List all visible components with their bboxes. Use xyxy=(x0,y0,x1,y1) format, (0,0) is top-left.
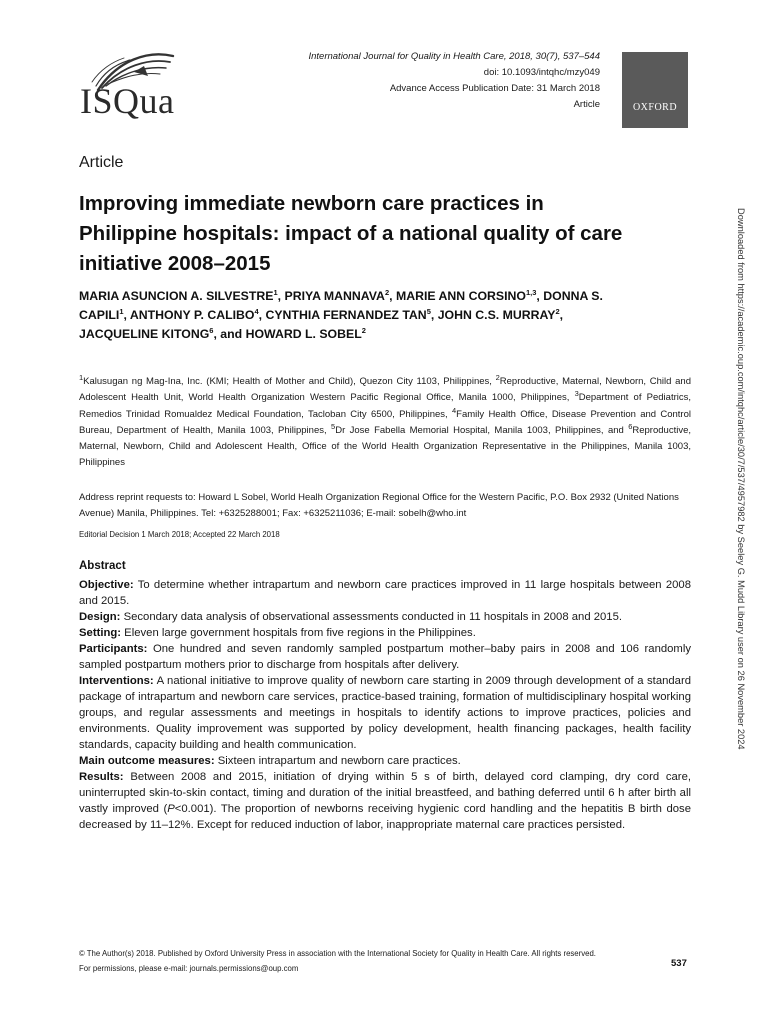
affiliation-mark: 3 xyxy=(574,389,579,399)
affiliation-text: Kalusugan ng Mag-Ina, Inc. (KMI; Health of Mother and Child), Quezon City 1103, Philippines, xyxy=(83,376,496,387)
author-name: JOHN C.S. MURRAY xyxy=(437,308,556,322)
affiliation-mark: 4 xyxy=(451,405,457,415)
affiliation-mark: 6 xyxy=(628,421,633,431)
article-type: Article xyxy=(573,99,600,110)
author-name: JACQUELINE KITONG xyxy=(79,327,210,341)
affiliation-text: Reproductive, Maternal, Newborn, Child and Adolescent Health, Office of the World Health Organization Representative in the Philippines, Manila 1003, Philippines xyxy=(79,424,691,469)
page-number: 537 xyxy=(671,958,687,969)
oxford-logo-box xyxy=(622,52,688,128)
affiliations xyxy=(79,374,691,472)
oxford-logo-text: OXFORD xyxy=(632,102,678,113)
author-list xyxy=(79,287,639,344)
publication-date: Advance Access Publication Date: 31 March 2018 xyxy=(389,83,600,94)
author-affiliation-mark: 2 xyxy=(384,287,390,297)
doi[interactable]: doi: 10.1093/intqhc/mzy049 xyxy=(483,67,600,78)
reprint-address: Address reprint requests to: Howard L Sobel, World Healh Organization Regional Office for the Western Pacific, P.O. Box 2932 (United Nations Avenue) Manila, Philippines. Tel: +6325288001; Fax: +6325211036; E-mail: sobelh@who.int xyxy=(79,492,679,520)
author-affiliation-mark: 5 xyxy=(426,306,431,316)
isqua-logo-text: ISQua xyxy=(80,81,175,121)
abstract-results: Results: Between 2008 and 2015, initiation of drying within 5 s of birth, delayed cord clamping, dry cord care, uninterrupted skin-to-skin contact, timing and duration of the initial breastfeed, and bathing deferred until 6 h after birth all vastly improved (P<0.001). The proportion of newborns receiving hygienic cord handling and the hepatitis B birth dose decreased by 11–12%. Except for reduced induction of labor, inappropriate maternal care practices persisted. xyxy=(79,771,691,831)
author-name: PRIYA MANNAVA xyxy=(284,289,385,303)
author-separator: , xyxy=(430,308,438,322)
download-note-wrapper xyxy=(733,208,749,824)
author-name: DONNA S. CAPILI xyxy=(79,289,603,322)
section-label: Article xyxy=(79,154,124,171)
copyright: © The Author(s) 2018. Published by Oxford University Press in association with the International Society for Quality in Health Care. All rights reserved. xyxy=(79,949,596,958)
abstract-interventions: Interventions: A national initiative to improve quality of newborn care starting in 2009 through development of a standard package of intrapartum and newborn care services, practice-based training, formation of multidisciplinary hospital working groups, and regular assessments and meetings in hospitals to identify actions to improve practices, policies and environments. Quality improvement was supported by policy development, health financing packages, health facility standards, capacity building and health communication. xyxy=(79,675,691,751)
author-separator: , xyxy=(559,308,564,322)
author-affiliation-mark: 1 xyxy=(119,306,124,316)
abstract-objective: Objective: To determine whether intrapartum and newborn care practices improved in 11 large hospitals between 2008 and 2015. xyxy=(79,579,691,607)
footer xyxy=(79,946,596,976)
abstract-heading: Abstract xyxy=(79,560,126,572)
affiliation-text: Reproductive, Maternal, Newborn, Child and Adolescent Health Unit, World Health Organization Western Pacific Regional Office, Manila 1000, Philippines, xyxy=(79,376,691,404)
author-name: ANTHONY P. CALIBO xyxy=(129,308,255,322)
abstract-design: Design: Secondary data analysis of observational assessments conducted in 11 hospitals in 2008 and 2015. xyxy=(79,611,623,623)
author-affiliation-mark: 1,3 xyxy=(525,287,537,297)
abstract-body xyxy=(79,577,691,833)
author-affiliation-mark: 2 xyxy=(361,325,366,335)
author-affiliation-mark: 6 xyxy=(209,325,214,335)
author-name: and HOWARD L. SOBEL xyxy=(220,327,362,341)
affiliation-text: Dr Jose Fabella Memorial Hospital, Manila 1003, Philippines, and xyxy=(335,424,629,436)
author-name: MARIE ANN CORSINO xyxy=(395,289,526,303)
author-affiliation-mark: 2 xyxy=(555,306,560,316)
download-note[interactable]: Downloaded from https://academic.oup.com/intqhc/article/30/7/537/4957982 by Seeley G. Mudd Library user on 26 November 2024 xyxy=(736,208,746,750)
article-title: Improving immediate newborn care practices in Philippine hospitals: impact of a national quality of care initiative 2008–2015 xyxy=(79,192,623,275)
abstract-participants: Participants: One hundred and seven randomly sampled postpartum mother–baby pairs in 2008 and 106 randomly sampled postpartum mothers prior to discharge from hospitals after delivery. xyxy=(79,643,691,671)
author-separator: , xyxy=(277,289,285,303)
journal-line: International Journal for Quality in Health Care, 2018, 30(7), 537–544 xyxy=(308,51,600,62)
author-separator: , xyxy=(123,308,130,322)
editorial-dates: Editorial Decision 1 March 2018; Accepted 22 March 2018 xyxy=(79,530,280,539)
affiliation-mark: 1 xyxy=(79,372,84,382)
author-affiliation-mark: 4 xyxy=(254,306,259,316)
author-name: MARIA ASUNCION A. SILVESTRE xyxy=(79,289,274,303)
affiliation-text: Department of Pediatrics, Remedios Trinidad Romualdez Medical Foundation, Tacloban City 6500, Philippines, xyxy=(79,392,691,420)
author-separator: , xyxy=(258,308,266,322)
author-name: CYNTHIA FERNANDEZ TAN xyxy=(265,308,427,322)
permissions[interactable]: For permissions, please e-mail: journals.permissions@oup.com xyxy=(79,964,299,973)
journal-citation xyxy=(308,49,600,113)
author-separator: , xyxy=(213,327,221,341)
affiliation-text: Family Health Office, Disease Prevention and Control Bureau, Department of Health, Manila 1003, Philippines, xyxy=(79,408,691,436)
affiliation-mark: 5 xyxy=(331,421,336,431)
author-separator: , xyxy=(536,289,544,303)
abstract-outcome: Main outcome measures: Sixteen intrapartum and newborn care practices. xyxy=(79,755,461,767)
affiliation-mark: 2 xyxy=(495,372,500,382)
author-affiliation-mark: 1 xyxy=(273,287,278,297)
author-separator: , xyxy=(389,289,396,303)
abstract-setting: Setting: Eleven large government hospitals from five regions in the Philippines. xyxy=(79,627,476,639)
